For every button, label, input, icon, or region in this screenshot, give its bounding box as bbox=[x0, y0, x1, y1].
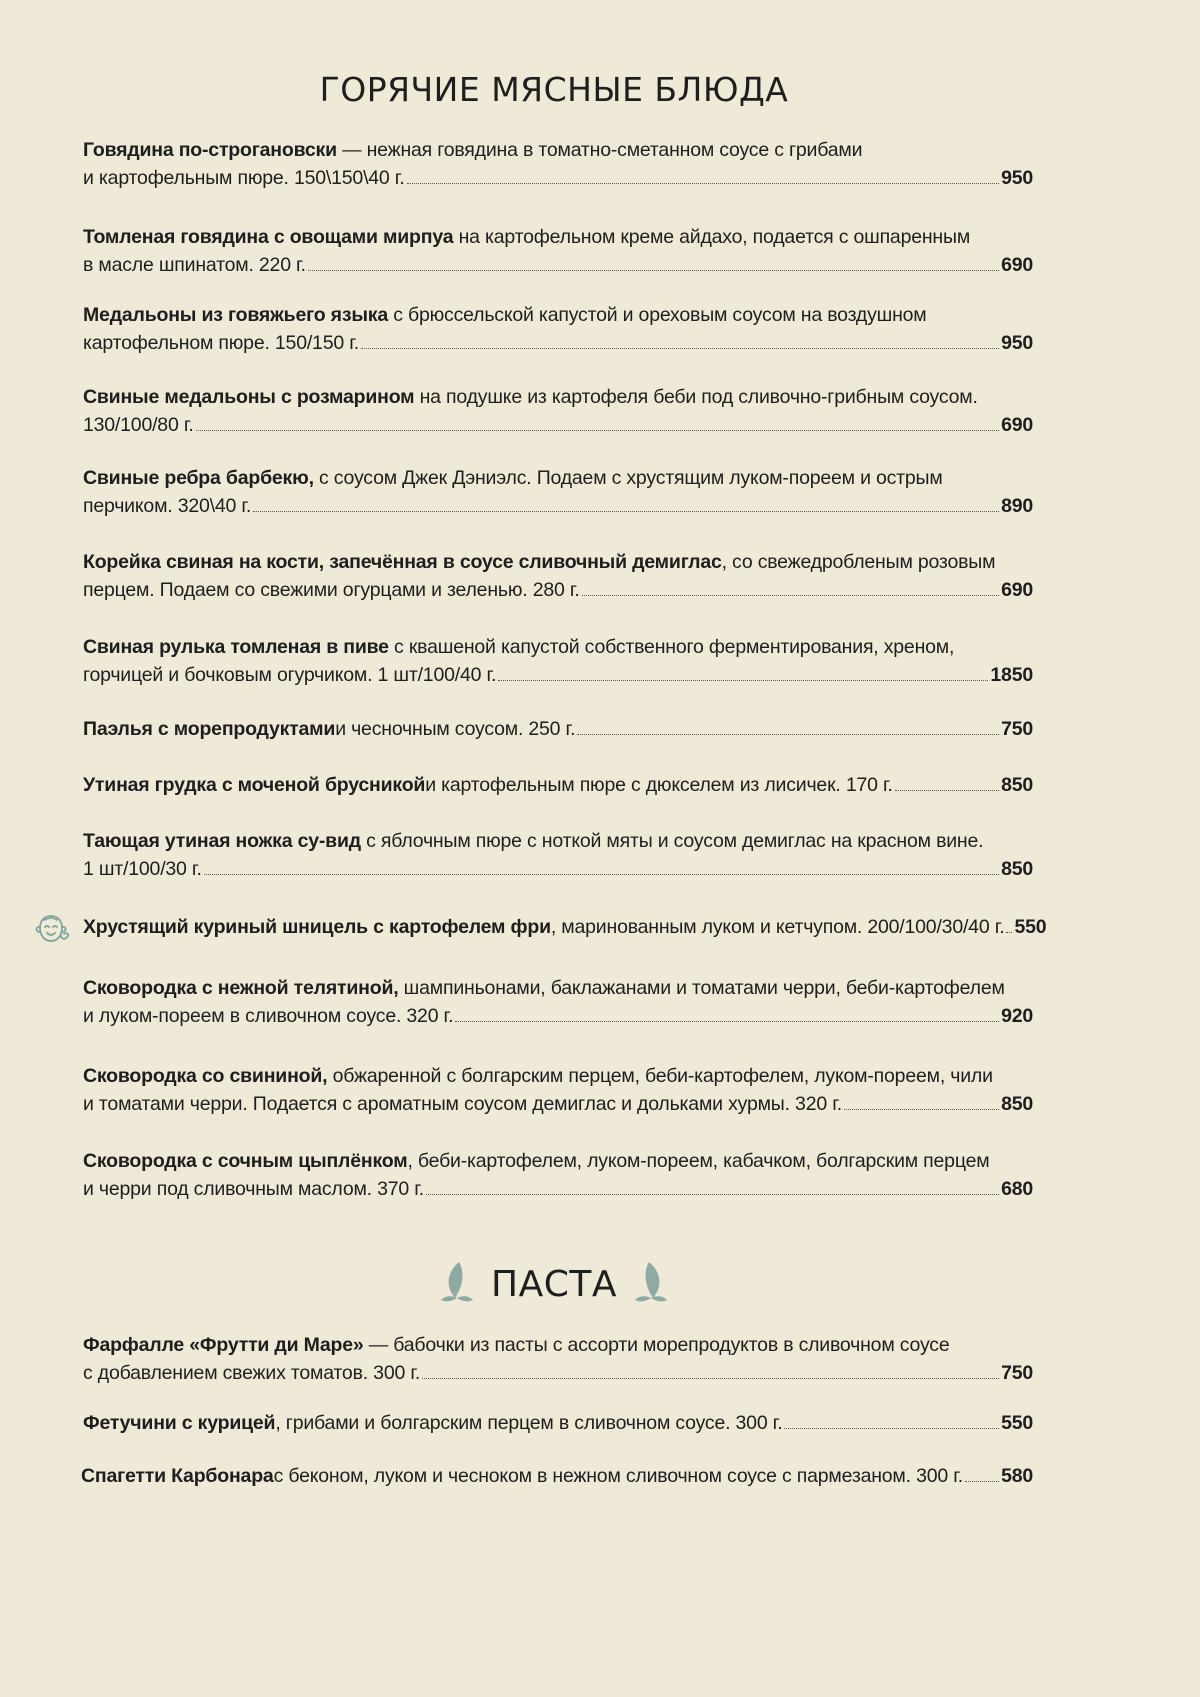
dish-name: Хрустящий куриный шницель с картофелем фри bbox=[83, 916, 551, 938]
dish-price: 850 bbox=[1001, 858, 1033, 880]
leaf-icon bbox=[631, 1258, 671, 1310]
dot-leader bbox=[426, 1193, 999, 1195]
dish-description: с беконом, луком и чесноком в нежном сливочном соусе с пармезаном. 300 г. bbox=[273, 1465, 963, 1487]
menu-item bbox=[83, 1147, 1033, 1203]
menu-item bbox=[83, 301, 1033, 357]
dish-price: 950 bbox=[1001, 332, 1033, 354]
dish-price: 690 bbox=[1001, 579, 1033, 601]
dish-description-cont: 1 шт/100/30 г. bbox=[83, 858, 202, 880]
menu-item bbox=[83, 464, 1033, 520]
dot-leader bbox=[422, 1377, 999, 1379]
dot-leader bbox=[308, 269, 999, 271]
dish-name: Паэлья с морепродуктами bbox=[83, 718, 336, 740]
dish-name: Свиная рулька томленая в пиве bbox=[83, 636, 389, 658]
menu-item bbox=[81, 1462, 1033, 1490]
dish-price: 690 bbox=[1001, 254, 1033, 276]
dot-leader bbox=[965, 1480, 999, 1482]
dish-name: Спагетти Карбонара bbox=[81, 1465, 274, 1487]
dish-name: Свиные ребра барбекю, bbox=[83, 467, 314, 489]
dish-price: 750 bbox=[1001, 1362, 1033, 1384]
dish-description-cont: 130/100/80 г. bbox=[83, 414, 194, 436]
dish-price: 1850 bbox=[990, 664, 1033, 686]
dish-price: 890 bbox=[1001, 495, 1033, 517]
dish-description: шампиньонами, баклажанами и томатами черри, беби-картофелем bbox=[398, 977, 1005, 999]
dish-description: , беби-картофелем, луком-пореем, кабачком, болгарским перцем bbox=[407, 1150, 990, 1172]
dish-description: , маринованным луком и кетчупом. 200/100/30/40 г. bbox=[550, 916, 1005, 938]
dish-price: 920 bbox=[1001, 1005, 1033, 1027]
dot-leader bbox=[577, 733, 999, 735]
dish-description-cont: горчицей и бочковым огурчиком. 1 шт/100/40 г. bbox=[83, 664, 497, 686]
section-title-pasta: ПАСТА bbox=[491, 1263, 617, 1305]
dish-description-cont: с добавлением свежих томатов. 300 г. bbox=[83, 1362, 421, 1384]
dish-price: 580 bbox=[1001, 1465, 1033, 1487]
dish-name: Сковородка со свининой, bbox=[83, 1065, 328, 1087]
child-face-icon bbox=[30, 910, 72, 946]
menu-item bbox=[83, 827, 1033, 883]
menu-item bbox=[83, 1331, 1033, 1387]
dot-leader bbox=[1006, 931, 1012, 933]
dish-description: обжаренной с болгарским перцем, беби-картофелем, луком-пореем, чили bbox=[327, 1065, 993, 1087]
menu-item bbox=[83, 383, 1033, 439]
dish-description: , со свежедробленым розовым bbox=[721, 551, 996, 573]
dot-leader bbox=[582, 594, 999, 596]
dot-leader bbox=[784, 1427, 999, 1429]
dish-description: — бабочки из пасты с ассорти морепродуктов в сливочном соусе bbox=[363, 1334, 950, 1356]
menu-item bbox=[83, 633, 1033, 689]
menu-item bbox=[83, 136, 1033, 192]
section-header-pasta bbox=[0, 1258, 1108, 1310]
menu-item bbox=[83, 913, 1047, 941]
dish-description-cont: и картофельным пюре. 150\150\40 г. bbox=[83, 167, 405, 189]
dish-name: Тающая утиная ножка су-вид bbox=[83, 830, 361, 852]
dish-description: с брюссельской капустой и ореховым соусом на воздушном bbox=[388, 304, 927, 326]
dish-description: с соусом Джек Дэниэлс. Подаем с хрустящим луком-пореем и острым bbox=[313, 467, 943, 489]
menu-item bbox=[83, 771, 1033, 799]
dot-leader bbox=[253, 510, 999, 512]
dish-description-cont: перчиком. 320\40 г. bbox=[83, 495, 252, 517]
dish-description: — нежная говядина в томатно-сметанном соусе с грибами bbox=[336, 139, 863, 161]
dish-name: Медальоны из говяжьего языка bbox=[83, 304, 389, 326]
dish-description: на подушке из картофеля беби под сливочно-грибным соусом. bbox=[414, 386, 978, 408]
dot-leader bbox=[407, 182, 1000, 184]
dish-name: Сковородка с сочным цыплёнком bbox=[83, 1150, 408, 1172]
dish-name: Фетучини с курицей bbox=[83, 1412, 276, 1434]
section-title-hot-meat: ГОРЯЧИЕ МЯСНЫЕ БЛЮДА bbox=[319, 70, 789, 109]
dish-name: Сковородка с нежной телятиной, bbox=[83, 977, 399, 999]
dish-description: , грибами и болгарским перцем в сливочном соусе. 300 г. bbox=[275, 1412, 783, 1434]
dot-leader bbox=[204, 873, 999, 875]
dish-name: Томленая говядина с овощами мирпуа bbox=[83, 226, 454, 248]
dot-leader bbox=[498, 679, 988, 681]
menu-item bbox=[83, 1062, 1033, 1118]
dot-leader bbox=[455, 1020, 999, 1022]
dish-price: 550 bbox=[1014, 916, 1047, 938]
dish-name: Утиная грудка с моченой брусникой bbox=[83, 774, 426, 796]
dish-description-cont: и черри под сливочным маслом. 370 г. bbox=[83, 1178, 425, 1200]
menu-item bbox=[83, 974, 1033, 1030]
menu-item bbox=[83, 548, 1033, 604]
dish-price: 550 bbox=[1001, 1412, 1033, 1434]
dot-leader bbox=[844, 1108, 999, 1110]
leaf-icon bbox=[437, 1258, 477, 1310]
dish-description: на картофельном креме айдахо, подается с ошпаренным bbox=[453, 226, 971, 248]
dish-description-cont: картофельном пюре. 150/150 г. bbox=[83, 332, 359, 354]
dot-leader bbox=[196, 429, 999, 431]
menu-item bbox=[83, 223, 1033, 279]
dish-description: и чесночным соусом. 250 г. bbox=[335, 718, 576, 740]
dish-price: 850 bbox=[1001, 774, 1033, 796]
menu-item bbox=[83, 715, 1033, 743]
dish-description-cont: перцем. Подаем со свежими огурцами и зеленью. 280 г. bbox=[83, 579, 580, 601]
dish-name: Говядина по-строгановски bbox=[83, 139, 337, 161]
dish-description: с квашеной капустой собственного ферментирования, хреном, bbox=[388, 636, 955, 658]
dish-price: 690 bbox=[1001, 414, 1033, 436]
dish-price: 750 bbox=[1001, 718, 1033, 740]
dish-description-cont: в масле шпинатом. 220 г. bbox=[83, 254, 306, 276]
dish-description: с яблочным пюре с ноткой мяты и соусом демиглас на красном вине. bbox=[360, 830, 984, 852]
dish-name: Корейка свиная на кости, запечённая в соусе сливочный демиглас bbox=[83, 551, 722, 573]
dish-description-cont: и томатами черри. Подается с ароматным соусом демиглас и дольками хурмы. 320 г. bbox=[83, 1093, 842, 1115]
dish-price: 850 bbox=[1001, 1093, 1033, 1115]
dish-description: и картофельным пюре с дюкселем из лисичек. 170 г. bbox=[425, 774, 893, 796]
dot-leader bbox=[895, 789, 999, 791]
dish-name: Свиные медальоны с розмарином bbox=[83, 386, 415, 408]
dish-name: Фарфалле «Фрутти ди Маре» bbox=[83, 1334, 364, 1356]
dish-price: 950 bbox=[1001, 167, 1033, 189]
menu-item bbox=[83, 1409, 1033, 1437]
dish-price: 680 bbox=[1001, 1178, 1033, 1200]
dot-leader bbox=[361, 347, 999, 349]
dish-description-cont: и луком-пореем в сливочном соусе. 320 г. bbox=[83, 1005, 454, 1027]
